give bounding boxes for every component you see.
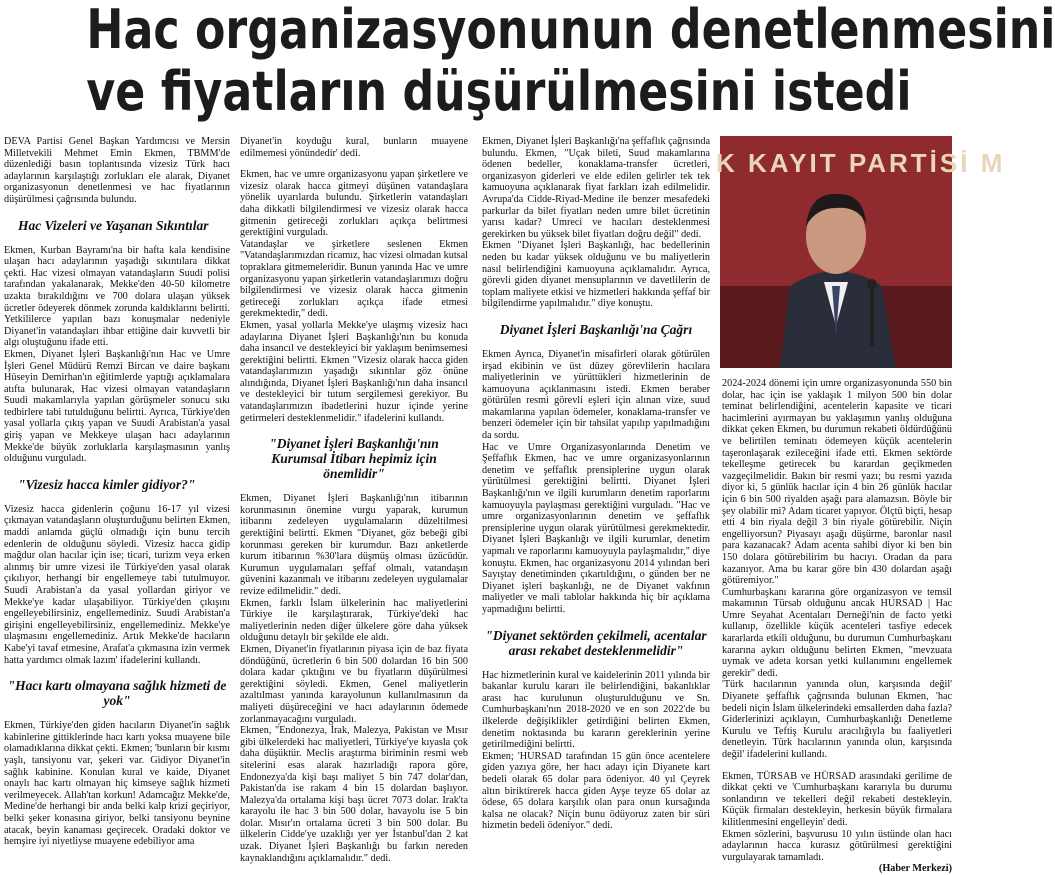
paragraph: Vizesiz hacca gidenlerin çoğunu 16-17 yıl vizesi çıkmayan vatandaşların oluşturduğunu belirten Ekmen, maddi anlamda güçlü olmadığı için bunu tercih edenlerin de olduğunu söyledi. Vizesiz hacca gidip mağdur olan hacılar için ise; ticari, turizm veya erken alınmış bir umre vizesi ile Türkiye'den yasal olarak çıkılıyor, herhangi bir engellemeye tabi tutulmuyor. Suudi Arabistan'a da yasal yollardan giriyor ve Mekke'ye kadar ulaşabiliyor. Türkiye'den çıkışını engelleyebilirsiniz, engellemediniz. Suudi Arabistan'a girişini engelleyebilirsiniz, engellemediniz. Mekke'ye ulaşmasını engellemediniz. Artık Mekke'de hacıların Kabe'yi tavaf etmesine, Arafat'a çıkmasına izin vermek hatta yardımcı olmak lazım' ifadelerini kullandı. bbox=[4, 503, 230, 666]
headline-line-2: ve fiyatların düşürülmesini istedi bbox=[86, 60, 912, 123]
paragraph: Cumhurbaşkanı kararına göre organizasyon ve temsil makamının Türsab olduğunu ancak HURSAD | Hac Umre Seyahat Acentaları Derneği'nin de facto yetki kullanıp, özellikle küçük acenteleri tasfiye edecek kararlarda etkili olduğunu, bu durumun Cumhurbaşkanı kararına aykırı olduğunu belirten Ekmen, "mevzuata uymak ve adeta korsan yetki kullanımını engellemek gerekir" dedi. bbox=[722, 586, 952, 679]
article-column-2 bbox=[240, 136, 468, 864]
article-column-4 bbox=[722, 378, 952, 875]
paragraph: Ekmen sözlerini, başvurusu 10 yılın üstünde olan hacı adaylarının hacca kurasız götürülmesi gerektiğini vurgulayarak tamamladı. bbox=[722, 828, 952, 863]
paragraph: Ekmen, Türkiye'den giden hacıların Diyanet'in sağlık kabinlerine gittiklerinde hacı kartı yoksa muayene bile olamadıklarına dikkat çekti. Ekmen; 'bunların bir kısmı yaşlı, tansiyonu var, şekeri var. Gidiyor Diyanet'in sağlık kabinine. Konulan kural ve kaide, Diyanet onaylı hac kartı olmayan hiç kimseye sağlık hizmeti verilmeyecek. Allah'tan korkun! Adamcağız Mekke'de, Medine'de herhangi bir anda belki kalp krizi geçiriyor, belki şeker konasına giriyor, belki tansiyonu beynine atacak, beyin kanaması geçirecek. Oradaki doktor ve hemşire iyi niyetliyse muayene edebiliyor ama bbox=[4, 720, 230, 848]
paragraph: Ekmen, Diyanet İşleri Başkanlığı'nın itibarının korunmasının önemine vurgu yaparak, kurumun itibarını zedeleyen uygulamaların düzeltilmesi gerektiğini belirtti. Ekmen "Diyanet, göz bebeği gibi korunması gereken bir kurumdur. Bazı anketlerde kurum itibarının %30'lara düşmüş olması üzücüdür. Kurumun uygulamaları şeffaf olmalı, vatandaşın güvenini kazanmalı ve itibarını zedeleyen uygulamalar revize edilmelidir." dedi. bbox=[240, 493, 468, 597]
subheading-saglik-hizmeti: "Hacı kartı olmayana sağlık hizmeti de yok" bbox=[7, 678, 227, 709]
subheading-vizesiz-hacca: "Vizesiz hacca kimler gidiyor?" bbox=[18, 476, 196, 492]
paragraph: Ekmen; 'HURSAD tarafından 15 gün önce acentelere giden yazıya göre, her hacı adayı için Diyanete kart bedeli olarak 65 dolar para ödeniyor. 40 yıl Çeyrek altın biriktirerek hacca giden Ayşe teyze 65 dolar az ödese, 65 dolara karşılık olan para onun kursağında kalsa ne olacak? Niçin bunu ödüyoruz zaten bir süri hizmetin bedeli ödeniyor." dedi. bbox=[482, 750, 710, 832]
article-column-1 bbox=[4, 136, 230, 848]
paragraph: Vatandaşlar ve şirketlere seslenen Ekmen "Vatandaşlarımızdan ricamız, hac vizesi olmadan kutsal topraklara gitmemeleridir. Bunun yanında Hac ve umre organizasyonu yapan şirketlerin vatandaşlarımızı doğru bilgilendirmesi ve vizesiz olarak hacca gitmenin getireceği zorlukları açıkça ifade etmesi gerekmektedir," dedi. bbox=[240, 238, 468, 320]
microphone-icon bbox=[867, 279, 877, 289]
paragraph: Ekmen "Diyanet İşleri Başkanlığı, hac bedellerinin neden bu kadar yüksek olduğunu ve bu maliyetlerin nasıl belirlendiğini kamuoyuna açıklamalıdır. Ayrıca, görevli giden diyanet mensuplarının ve davetlilerin de toplam maliyete etkisi ve hizmetleri hakkında şeffaf bir bilgilendirme yapılmalıdır." diye konuştu. bbox=[482, 240, 710, 310]
paragraph: Hac ve Umre Organizasyonlarında Denetim ve Şeffaflık Ekmen, hac ve umre organizasyonlarının denetim ve şeffaflık prensiplerine uygun olarak yürütülmesi gerektiğini belirtti. Diyanet İşleri Başkanlığı'nın ve ilgili kurumların denetim raporlarını kamuoyuyla paylaşması gerektiğini vurguladı. "Hac ve umre organizasyonlarının denetim ve şeffaflık prensiplerine uygun olarak yürütülmesi gerekmektedir. Diyanet İşleri Başkanlığı ve ilgili kurumlar, denetim yapmalı ve raporlarını kamuoyuyla paylaşmalıdır," diye konuştu. Ekmen, hac organizasyonu 2014 yılından beri Sayıştay denetiminden çıkartıldığını, o günden ber ne Diyanet işleri başkanlığı, ne de Diyanet vakfının maliyetler ve mali tablolar hakkında hiç bir açıklama yapmadığını belirtti. bbox=[482, 441, 710, 615]
paragraph: Ekmen, Diyanet İşleri Başkanlığı'nın Hac ve Umre İşleri Genel Müdürü Remzi Bircan ve daire başkanı Hüseyin Demirhan'ın eğitimlerde yaptığı açıklamalara atıfta bulunarak, Hac vizesi olmayan vatandaşların Suudi makamlarıyla yapılan görüşmeler sonucu sıkı tedbirlere tabi tutulduğunu belirtti. Ayrıca, Türkiye'den yasal yollarla çıkış yapan ve Suudi Arabistan'a yasal giriş yapan ve Mekkeye ulaşan hacı adaylarının Mekke'de büyük zorluklarla karşılaşmasının yanlış olduğunu vurguladı. bbox=[4, 348, 230, 465]
subheading-diyanet-sektorden: "Diyanet sektörden çekilmeli, acentalar arası rekabet desteklenmelidir" bbox=[485, 627, 707, 658]
paragraph: Hac hizmetlerinin kural ve kaidelerinin 2011 yılında bir bakanlar kurulu kararı ile belirlendiğini, bakanlıklar arası hac kurulunun oluşturulduğunu ve Sn. Cumhurbaşkanı'nın 2018-2020 ve en son 2022'de bu ilkelerde değişiklikler getirdiğini belirten Ekmen, denetim noktasında bu kararın gereklerinin yerine getirilmediğini belirtti. bbox=[482, 669, 710, 751]
paragraph: Ekmen, farklı İslam ülkelerinin hac maliyetlerini Türkiye ile karşılaştırarak, Türkiye'deki hac maliyetlerinin neden diğer ülkelere göre daha yüksek olduğunu detaylı bir şekilde ele aldı. bbox=[240, 597, 468, 644]
paragraph: Ekmen, yasal yollarla Mekke'ye ulaşmış vizesiz hacı adaylarına Diyanet İşleri Başkanlığı'nın bu konuda daha insancıl ve destekleyici bir yaklaşım benimsemesi gerektiğini belirtti. Ekmen "Vizesiz olarak hacca giden vatandaşlarımızın yaşadığı sıkıntılar göz önüne alındığında, Diyanet İşleri Başkanlığı'nın daha insancıl ve destekleyici bir tutum sergilemesi gerekiyor. Bu vatandaşlarımızın ibadetlerini huzur içinde yerine getirmeleri desteklenmelidir." ifadelerini kullandı. bbox=[240, 319, 468, 424]
article-column-3 bbox=[482, 136, 710, 832]
paragraph: Ekmen, Diyanet İşleri Başkanlığı'na şeffaflık çağrısında bulundu. Ekmen, "Uçak bileti, Suud makamlarına ödenen bedeller, konaklama-transfer ücretleri, organizasyon giderleri ve elde edilen gelirler tek tek kamuoyuna açıklanarak fiyat farkları izah edilmelidir. Avrupa'da Cidde-Riyad-Medine ile benzer mesafedeki parkurlar da bilet fiyatları neden umre bilet ücretinin yarısı kadar? Umreci ve hacıları desteklenmesi gerekirken bu yüksek bilet fiyatları doğru değil" dedi. bbox=[482, 136, 710, 240]
paragraph: Ekmen, Kurban Bayramı'na bir hafta kala kendisine ulaşan hacı adaylarının yaşadığı sıkıntılara dikkat çekti. Hac vizesi olmayan vatandaşların Suudi polisi tarafından yakalanarak, Mekke'den 40-50 kilometre uzakta bırakıldığını ve 700 dolara ulaşan yüksek ücretler ödeyerek dönmek zorunda kaldıklarını belirtti. Yetkililerce yapılan bazı konuşmalar nedeniyle Diyanet'in vatandaşları ihbar ettiğine dair kuvvetli bir algı oluştuğunu ifade etti. bbox=[4, 244, 230, 349]
paragraph: Ekmen, "Endonezya, İrak, Malezya, Pakistan ve Mısır gibi ülkelerdeki hac maliyetleri, Türkiye'ye kıyasla çok daha düşüktür. Meclis araştırma biriminin resmi web sitelerini esas alarak hazırladığı rapora göre, Endonezya'da kişi başı maliyet 5 bin 747 dolar'dan, Pakistan'da ise rakam 4 bin 15 dolardan başlıyor. Malezya'da ortalama kişi başı ücret 7073 dolar. Irak'ta karayolu ile hac 3 bin 500 dolar, havayolu ise 5 bin dolar. Mısır'ın ortalama ücreti 3 bin 500 dolar. Bu ülkelerin Cidde'ye uzaklığı yer yer İstanbul'dan 2 kat uzak. Diyanet İşleri Başkanlığı bu farkın nereden kaynaklandığını açıklamalıdır." dedi. bbox=[240, 725, 468, 864]
byline bbox=[722, 863, 952, 875]
paragraph: Ekmen, Diyanet'in fiyatlarının piyasa için de baz fiyata döndüğünü, ücretlerin 6 bin 500 dolardan 16 bin 500 dolara kadar çıktığını ve bu fiyatların düşürülmesi gerektiğini söyledi. Ekmen, Genel maliyetlerin azaltılması yanında karayolunun kullanılmasının da maliyeti düşüreceğini ve hacı adaylarının ödemede zorlanmayacağını vurguladı. bbox=[240, 643, 468, 725]
speaker-photo bbox=[716, 136, 1006, 368]
subheading-kurumsal-itibar: "Diyanet İşleri Başkanlığı'nın Kurumsal İtibarı hepimiz için önemlidir" bbox=[269, 436, 439, 482]
subheading-diyanet-cagri: Diyanet İşleri Başkanlığı'na Çağrı bbox=[499, 321, 693, 337]
paragraph: 2024-2024 dönemi için umre organizasyonunda 550 bin dolar, hac için ise yaklaşık 1 milyon 500 bin dolar teminat belirlendiğini, acentelerin kapasite ve ticari hacimlerini ayırmayan bu yaklaşımın yanlış olduğuna dikkat çeken Ekmen, bu durumun rekabeti öldürdüğünü ve belirtilen teminatı ödemeyen küçük acentelerin taşeronlaşarak ezileceğini ifade etti. Ekmen sektörde tekelleşme getirecek bu karardan geçikmeden vazgeçilmelidir. Bakın bir resmi yazı; bu resmi yazıda diyor ki, 5 günlük hacılar için 4 bin 26 günlük hacılar için 6 bin 500 riyalden aşağı para alamazsın. Böyle bir şey olabilir mi? Adam ticaret yapıyor. Ölçtü biçti, hesap etti 4 bin riyala değil 3 bin riyale götürebilir. Niçin engelliyorsun? Piyasayı aşağı düşürme, baronlar nasıl para kazanacak? Adam acenta sahibi diyor ki ben bin 150 dolara götürebilirim bu hacıyı. Oradan da para kazanıyor. Ama bu karar göre bin 430 dolardan aşağı götüremiyor." bbox=[722, 378, 952, 587]
article-intro: DEVA Partisi Genel Başkan Yardımcısı ve Mersin Milletvekili Mehmet Emin Ekmen, TBMM'de düzenlediği basın toplantısında vizesiz Türk hacı adaylarının karşılaştığı zorlukları ele alarak, Diyanet organizasyonun denetlenmesi ve hac fiyatlarının düşürülmesi çağrısında bulundu. bbox=[4, 136, 230, 205]
paragraph: Ekmen, TÜRSAB ve HÜRSAD arasındaki gerilime de dikkat çekti ve 'Cumhurbaşkanı kararıyla bu durumu sonlandırın ve tekelleri değil rekabeti destekleyin. Küçük firmaları destekleyin, herkesin büyük firmalara kilitlenmesini engelleyin' dedi. bbox=[722, 770, 952, 828]
microphone-stand bbox=[870, 286, 874, 346]
headline-line-1: Hac organizasyonunun denetlenmesini bbox=[86, 0, 1055, 61]
subheading-hac-vizeleri: Hac Vizeleri ve Yaşanan Sıkıntılar bbox=[18, 217, 209, 233]
paragraph: Diyanet'in koyduğu kural, bunların muayene edilmemesi yönündedir' dedi. bbox=[240, 136, 468, 159]
paragraph: 'Türk hacılarının yanında olun, karşısında değil' Diyanete şeffaflık çağrısında bulunan Ekmen, 'hac bedeli niçin İslam ülkelerindeki emsallerden daha fazla? Giderlerinizi açıklayın, Cumhurbaşkanlığı Denetleme Kurulu ve Teftiş Kurulu aracılığıyla bu faaliyetleri denetleyin. Türk hacılarının yanında olun, karşısında değil' ifadelerini kullandı. bbox=[722, 679, 952, 760]
paragraph: Ekmen Ayrıca, Diyanet'in misafirleri olarak götürülen irşad ekibinin ve üst düzey görevlilerin hacılara maliyetlerinin ve yürüttükleri hizmetlerinin de kamuoyuna açıklanmasını istedi. Ekmen beraber götürülen resmi görevli eşleri için alınan vize, suud makamlarına yapılan ödemeler, konaklama-transfer ve benzeri ödemeler için bir tahsilat yapılıp yapılmadığını da sordu. bbox=[482, 348, 710, 442]
speaker-photo-illustration bbox=[716, 136, 1006, 368]
byline-signature: (Haber Merkezi) bbox=[878, 863, 952, 875]
paragraph: Ekmen, hac ve umre organizasyonu yapan şirketlere ve vizesiz olarak hacca gitmeyi düşünen vatandaşlara yönelik uyarılarda bulundu. Şirketlerin vatandaşları daha dikkatli bilgilendirmesi ve vizesiz olarak hacca gitmenin getireceği zorlukları açıkça belirtmesi gerektiğini vurguladı. bbox=[240, 169, 468, 239]
backdrop-lettering: K KAYIT PARTİSİ M bbox=[716, 148, 1006, 178]
